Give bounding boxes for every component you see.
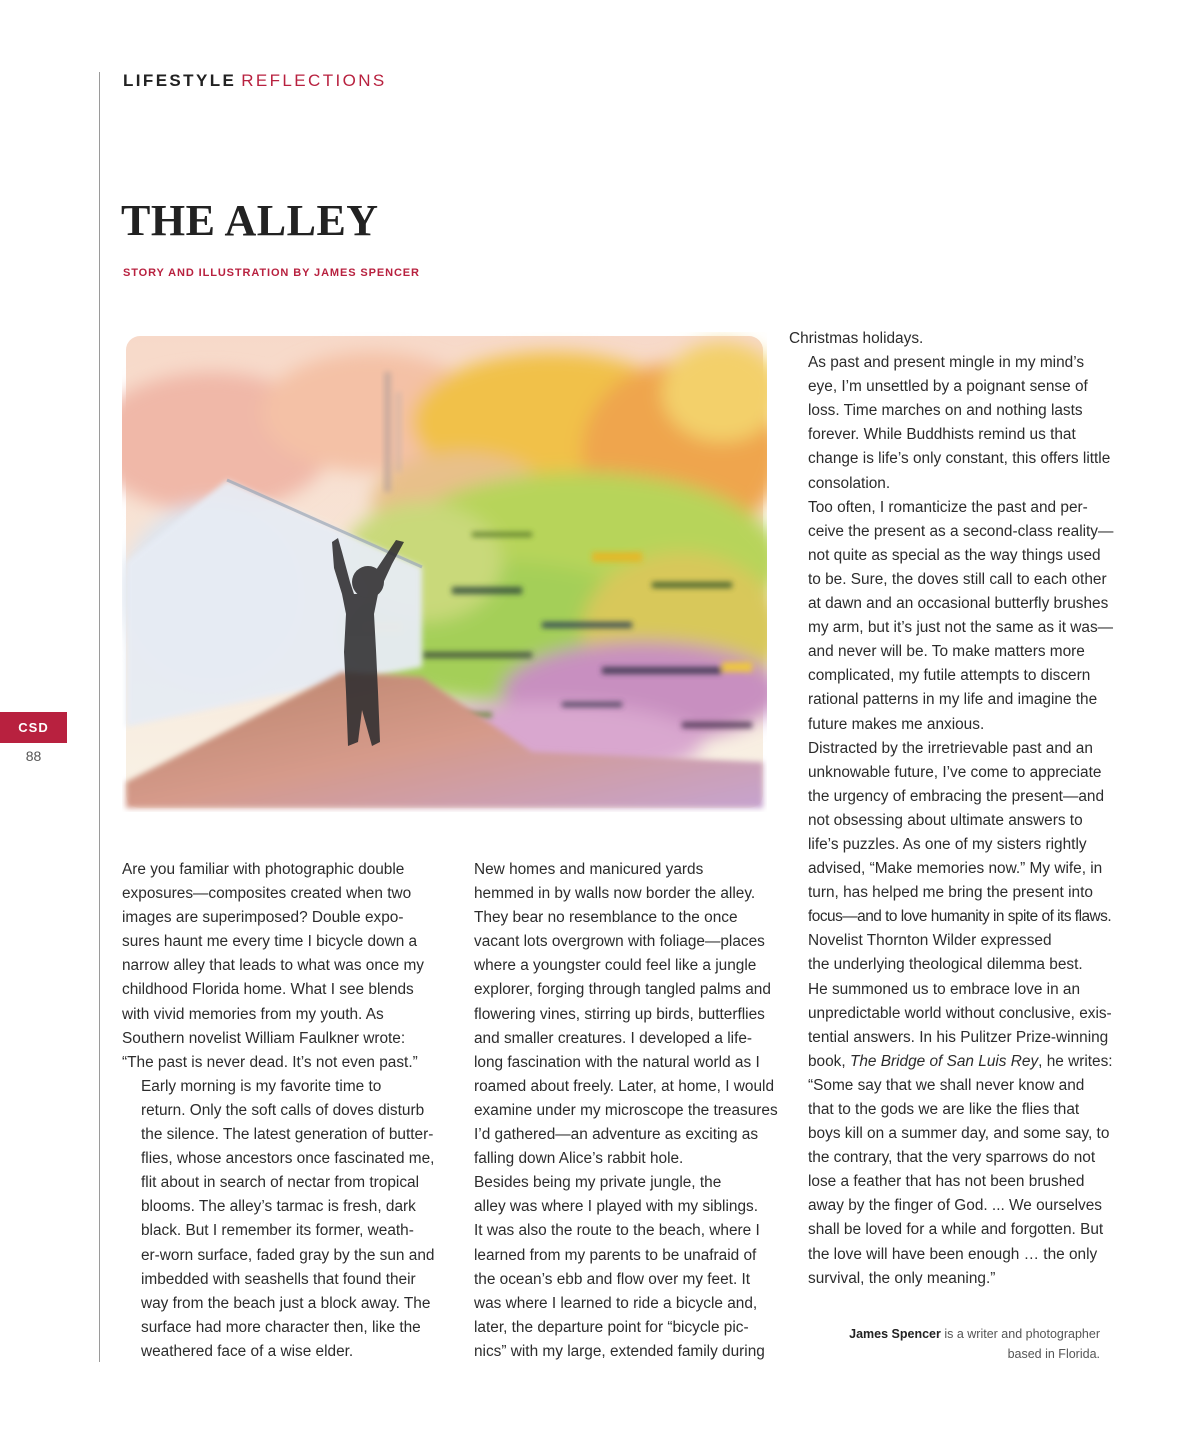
text-line <box>789 1050 1113 1074</box>
text-line: sures haunt me every time I bicycle down a <box>122 933 418 951</box>
section-label: LIFESTYLE <box>123 71 237 90</box>
text-line: eye, I’m unsettled by a poignant sense of <box>808 378 1088 396</box>
text-fragment: , he writes: <box>1038 1052 1113 1070</box>
text-line: forever. While Buddhists remind us that <box>808 426 1076 444</box>
text-line: er-worn surface, faded gray by the sun and <box>141 1246 435 1264</box>
text-line: rational patterns in my life and imagine the <box>808 691 1098 709</box>
section-sublabel: REFLECTIONS <box>241 71 387 90</box>
paragraph <box>789 737 1112 930</box>
text-line: return. Only the soft calls of doves disturb <box>141 1101 425 1119</box>
byline: STORY AND ILLUSTRATION BY JAMES SPENCER <box>123 267 420 279</box>
text-line: I’d gathered—an adventure as exciting as <box>474 1126 759 1144</box>
article-column-3 <box>789 327 1114 1291</box>
text-line: Novelist Thornton Wilder expressed <box>808 932 1052 950</box>
text-line: vacant lots overgrown with foliage—places <box>474 933 765 951</box>
paragraph <box>789 351 1111 496</box>
paragraph <box>789 929 1113 1290</box>
text-line: imbedded with seashells that found their <box>141 1270 416 1288</box>
text-line: As past and present mingle in my mind’s <box>808 354 1085 372</box>
author-name: James Spencer <box>849 1327 941 1341</box>
text-line: explorer, forging through tangled palms and <box>474 981 771 999</box>
bio-line <box>849 1324 1100 1344</box>
text-line: not obsessing about ultimate answers to <box>808 811 1083 829</box>
paragraph <box>789 327 1107 351</box>
text-line: hemmed in by walls now border the alley. <box>474 885 756 903</box>
text-line: consolation. <box>808 474 891 492</box>
article-column-1 <box>122 858 440 1364</box>
text-line: way from the beach just a block away. The <box>141 1294 431 1312</box>
text-line: roamed about freely. Later, at home, I would <box>474 1077 775 1095</box>
text-line: He summoned us to embrace love in an <box>808 980 1081 998</box>
text-line: focus—and to love humanity in spite of its flaws. <box>808 908 1112 926</box>
paragraph <box>122 858 440 1075</box>
text-line: ceive the present as a second-class reality— <box>808 522 1114 540</box>
text-line: long fascination with the natural world as I <box>474 1053 760 1071</box>
text-line: tential answers. In his Pulitzer Prize-winning <box>808 1028 1109 1046</box>
page-number: 88 <box>25 748 42 764</box>
text-line: the urgency of embracing the present—and <box>808 787 1105 805</box>
paragraph <box>455 1171 773 1364</box>
text-line: Are you familiar with photographic double <box>122 861 405 878</box>
author-bio <box>849 1324 1100 1364</box>
text-line: blooms. The alley’s tarmac is fresh, dark <box>141 1198 416 1216</box>
text-line: unpredictable world without conclusive, exis- <box>808 1004 1112 1022</box>
text-line: nics” with my large, extended family during <box>474 1342 765 1360</box>
paragraph <box>789 496 1114 737</box>
text-line: future makes me anxious. <box>808 715 985 733</box>
article-title: THE ALLEY <box>121 196 379 245</box>
text-line: examine under my microscope the treasures <box>474 1101 778 1119</box>
text-line: Christmas holidays. <box>789 330 924 347</box>
text-line: with vivid memories from my youth. As <box>122 1005 384 1023</box>
book-title: The Bridge of San Luis Rey <box>849 1052 1039 1070</box>
text-line: later, the departure point for “bicycle pic- <box>474 1318 749 1336</box>
text-line: at dawn and an occasional butterfly brushes <box>808 595 1109 613</box>
text-line: advised, “Make memories now.” My wife, in <box>808 860 1103 878</box>
text-line: where a youngster could feel like a jungle <box>474 957 757 975</box>
text-line: “The past is never dead. It’s not even past.” <box>122 1053 418 1071</box>
bio-text: is a writer and photographer <box>940 1327 1100 1341</box>
text-line: complicated, my futile attempts to discern <box>808 667 1091 685</box>
text-line: falling down Alice’s rabbit hole. <box>474 1150 684 1168</box>
text-line: the contrary, that the very sparrows do not <box>808 1149 1096 1167</box>
text-line: flies, whose ancestors once fascinated me, <box>141 1150 435 1168</box>
text-line: images are superimposed? Double expo- <box>122 909 404 927</box>
text-line: lose a feather that has not been brushed <box>808 1173 1085 1191</box>
text-line: narrow alley that leads to what was once my <box>122 957 424 975</box>
text-line: was where I learned to ride a bicycle and, <box>474 1294 758 1312</box>
text-line: to be. Sure, the doves still call to each other <box>808 570 1107 588</box>
text-line: change is life’s only constant, this offers little <box>808 450 1111 468</box>
paragraph <box>122 1075 440 1364</box>
text-line: away by the finger of God. ... We ourselves <box>808 1197 1102 1215</box>
text-line: the love will have been enough … the only <box>808 1245 1098 1263</box>
text-line: life’s puzzles. As one of my sisters rightly <box>808 835 1087 853</box>
text-line: Besides being my private jungle, the <box>474 1174 722 1192</box>
text-fragment: book, <box>808 1052 850 1070</box>
text-line: the silence. The latest generation of butter- <box>141 1126 434 1144</box>
text-line: and smaller creatures. I developed a life- <box>474 1029 753 1047</box>
text-line: exposures—composites created when two <box>122 885 412 903</box>
text-line: They bear no resemblance to the once <box>474 909 738 927</box>
text-line: alley was where I played with my siblings. <box>474 1198 758 1216</box>
text-line: loss. Time marches on and nothing lasts <box>808 402 1083 420</box>
text-line: flit about in search of nectar from tropical <box>141 1174 420 1192</box>
text-line: Early morning is my favorite time to <box>141 1077 382 1095</box>
section-header <box>123 71 387 91</box>
text-line: flowering vines, stirring up birds, butterflies <box>474 1005 765 1023</box>
article-column-2 <box>455 858 778 1364</box>
text-line: weathered face of a wise elder. <box>141 1342 354 1360</box>
text-line: the ocean’s ebb and flow over my feet. It <box>474 1270 751 1288</box>
text-line: my arm, but it’s just not the same as it was— <box>808 619 1114 637</box>
text-line: shall be loved for a while and forgotten. But <box>808 1221 1104 1239</box>
text-line: Distracted by the irretrievable past and an <box>808 739 1093 757</box>
text-line: turn, has helped me bring the present into <box>808 884 1093 902</box>
text-line: unknowable future, I’ve come to appreciate <box>808 763 1102 781</box>
text-line: that to the gods we are like the flies that <box>808 1101 1080 1118</box>
text-line: “Some say that we shall never know and <box>808 1076 1085 1094</box>
watercolor-illustration <box>122 332 767 812</box>
text-line: It was also the route to the beach, where I <box>474 1222 760 1240</box>
bio-line: based in Florida. <box>1007 1347 1100 1361</box>
text-line: boys kill on a summer day, and some say, to <box>808 1125 1110 1143</box>
text-line: learned from my parents to be unafraid of <box>474 1246 757 1264</box>
text-line: surface had more character then, like the <box>141 1318 421 1336</box>
text-line: Southern novelist William Faulkner wrote: <box>122 1029 406 1047</box>
text-line: black. But I remember its former, weath- <box>141 1222 414 1240</box>
text-line: not quite as special as the way things used <box>808 546 1101 564</box>
text-line: childhood Florida home. What I see blends <box>122 981 414 999</box>
text-line: Too often, I romanticize the past and per- <box>808 498 1088 516</box>
text-line: and never will be. To make matters more <box>808 643 1085 661</box>
vertical-rule <box>99 72 100 1362</box>
paragraph <box>455 858 778 1171</box>
text-line: New homes and manicured yards <box>474 861 704 878</box>
text-line: survival, the only meaning.” <box>808 1269 996 1287</box>
section-tab: CSD <box>0 712 67 743</box>
text-line: the underlying theological dilemma best. <box>808 956 1083 974</box>
